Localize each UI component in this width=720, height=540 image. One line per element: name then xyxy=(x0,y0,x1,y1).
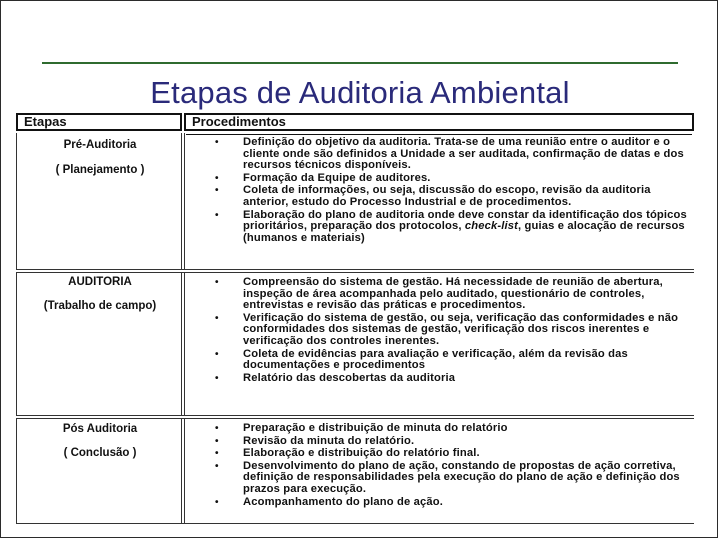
bullet-icon: • xyxy=(215,277,219,288)
procedimentos-cell xyxy=(184,419,694,523)
procedimentos-cell xyxy=(184,273,694,415)
header-etapas: Etapas xyxy=(16,113,182,131)
list-item: • Compreensão do sistema de gestão. Há necessidade de reunião de abertura, inspeção de área acompanhada pelo auditado, questionário de controles, entrevistas e revisão das práticas e procedimentos. xyxy=(215,276,663,312)
etapa-name: Pré-Auditoria xyxy=(63,139,137,151)
etapa-subtitle: ( Planejamento ) xyxy=(55,164,145,176)
list-item: • Revisão da minuta do relatório. xyxy=(215,434,415,447)
etapa-cell xyxy=(16,273,182,415)
table-row-auditoria xyxy=(16,273,694,415)
table-row-pos-auditoria xyxy=(16,419,694,523)
audit-stages-table xyxy=(16,113,694,523)
etapa-name: AUDITORIA xyxy=(68,276,132,288)
table-bottom-border xyxy=(16,523,694,524)
list-item: • Verificação do sistema de gestão, ou seja, verificação das conformidades e não conformidades dos sistemas de gestão, verificação dos riscos inerentes e verificação dos controles inerentes. xyxy=(215,311,679,347)
list-item: • Elaboração e distribuição do relatório final. xyxy=(215,447,480,460)
etapa-name: Pós Auditoria xyxy=(62,423,138,435)
list-item: • Coleta de informações, ou seja, discussão do escopo, revisão da auditoria anterior, estudo do Processo Industrial e de procedimentos. xyxy=(215,184,651,208)
check-list-term: check-list xyxy=(464,220,518,233)
bullet-icon: • xyxy=(215,209,219,221)
title-rule xyxy=(42,62,678,64)
table-row-pre-auditoria xyxy=(16,133,694,269)
bullet-icon: • xyxy=(215,348,219,360)
bullet-icon: • xyxy=(215,172,219,184)
bullet-icon: • xyxy=(215,423,219,434)
list-item: • Coleta de evidências para avaliação e verificação, além da revisão das documentações e procedimentos xyxy=(215,347,628,372)
etapa-cell xyxy=(16,133,182,269)
slide-title: Etapas de Auditoria Ambiental xyxy=(150,75,570,110)
list-item: • Preparação e distribuição de minuta do relatório xyxy=(215,422,508,434)
bullet-icon: • xyxy=(215,460,219,472)
procedimentos-cell xyxy=(184,133,694,269)
header-procedimentos-label: Procedimentos xyxy=(192,114,286,129)
list-item: • Desenvolvimento do plano de ação, constando de propostas de ação corretiva, definição de responsabilidades pela execução do plano de ação e definição dos prazos para execução. xyxy=(215,459,680,495)
bullet-icon: • xyxy=(215,137,219,148)
etapa-subtitle: ( Conclusão ) xyxy=(63,447,137,459)
bullet-icon: • xyxy=(215,435,219,447)
etapa-cell xyxy=(16,419,182,523)
bullet-icon: • xyxy=(215,185,219,197)
bullet-icon: • xyxy=(215,372,219,384)
list-item: • Formação da Equipe de auditores. xyxy=(215,171,431,184)
list-item: • Definição do objetivo da auditoria. Trata-se de uma reunião entre o auditor e o cliente onde são definidos a Unidade a ser auditada, confirmação de datas e dos recursos técnicos disponíveis. xyxy=(215,136,684,172)
list-item: • Relatório das descobertas da auditoria xyxy=(215,371,456,384)
bullet-icon: • xyxy=(215,312,219,324)
etapa-subtitle: (Trabalho de campo) xyxy=(43,300,157,312)
header-procedimentos xyxy=(184,113,694,131)
bullet-icon: • xyxy=(215,448,219,460)
bullet-icon: • xyxy=(215,496,219,508)
list-item: • Acompanhamento do plano de ação. xyxy=(215,495,443,508)
list-item: • Elaboração do plano de auditoria onde deve constar da identificação dos tópicos prioritários, preparação dos protocolos, check-list, guias e alocação de recursos (humanos e materiais) xyxy=(215,208,687,244)
